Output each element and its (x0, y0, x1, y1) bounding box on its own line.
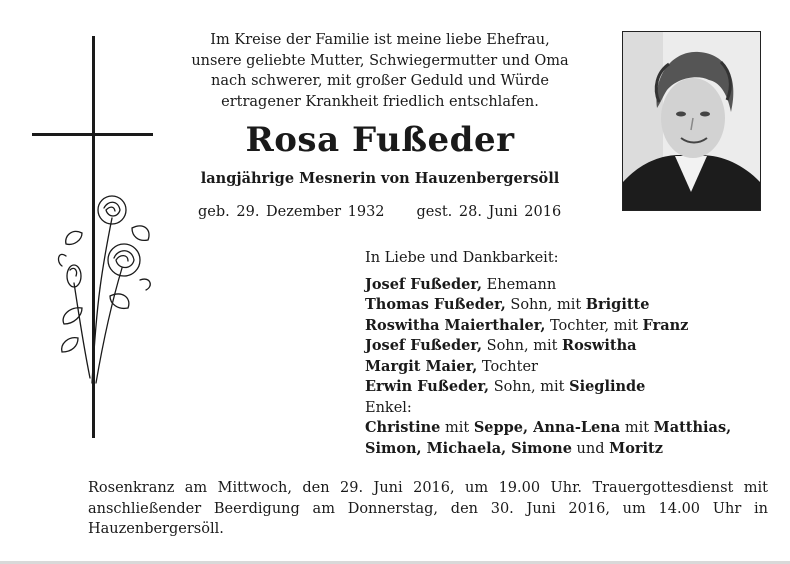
mourner-line (365, 357, 775, 378)
service-info: Rosenkranz am Mittwoch, den 29. Juni 2016, um 19.00 Uhr. Trauergottesdienst mit anschließender Beerdigung am Donnerstag, den 30. Juni 2016, um 14.00 Uhr in Hauzenbergersöll. (88, 480, 768, 537)
mourner-name: Josef Fußeder, (365, 275, 483, 293)
mourner-name: Matthias, (653, 419, 732, 436)
deceased-name: Rosa Fußeder (245, 120, 515, 160)
mourner-name: Christine (365, 419, 441, 436)
mourner-relation: mit (620, 420, 654, 436)
mourner-line (365, 377, 775, 398)
mourner-relation: und (571, 440, 610, 457)
mourner-line (365, 275, 775, 296)
mourner-relation: mit (440, 420, 474, 436)
mourner-name: Margit Maier, (365, 357, 478, 375)
mourners-heading: In Liebe und Dankbarkeit: (365, 250, 559, 266)
mourner-name: Josef Fußeder, (365, 337, 483, 354)
birth-date: geb. 29. Dezember 1932 (198, 204, 385, 220)
mourner-relation: Tochter, mit (545, 317, 643, 334)
mourner-relation: Sohn, mit (489, 379, 570, 395)
mourner-line (365, 439, 775, 460)
intro-line: Im Kreise der Familie ist meine liebe Ehefrau, (210, 32, 550, 48)
cross-bar (32, 133, 153, 136)
intro-text (170, 30, 590, 112)
portrait-photo (622, 31, 761, 211)
mourner-name: Erwin Fußeder, (365, 378, 490, 395)
mourner-relation: Enkel: (365, 399, 412, 416)
mourner-line (365, 316, 775, 337)
death-date: gest. 28. Juni 2016 (416, 204, 562, 220)
deceased-role: langjährige Mesnerin von Hauzenbergersöll (200, 170, 560, 187)
mourner-name: Franz (642, 316, 689, 334)
mourner-line (365, 418, 775, 439)
mourner-relation: Tochter (477, 358, 538, 375)
mourner-line (365, 398, 775, 419)
mourner-name: Seppe, Anna-Lena (473, 419, 621, 436)
intro-line: ertragener Krankheit friedlich entschlafen. (221, 93, 539, 110)
mourner-relation: Ehemann (482, 276, 557, 293)
intro-line: nach schwerer, mit großer Geduld und Würde (211, 73, 549, 89)
intro-line: unsere geliebte Mutter, Schwiegermutter und Oma (191, 52, 569, 69)
mourner-relation: Sohn, mit (482, 338, 563, 354)
mourner-line (365, 336, 775, 357)
mourner-name: Thomas Fußeder, (365, 296, 506, 313)
mourner-name: Roswitha (562, 337, 637, 354)
mourner-lines (365, 275, 775, 460)
mourner-name: Brigitte (585, 296, 650, 313)
mourner-name: Moritz (609, 439, 663, 457)
mourner-name: Sieglinde (569, 378, 646, 395)
rose-bouquet-icon (52, 188, 162, 388)
mourners-list (365, 248, 775, 459)
mourner-name: Roswitha Maierthaler, (365, 316, 546, 334)
life-dates (198, 204, 561, 220)
mourner-name: Simon, Michaela, Simone (365, 439, 572, 457)
mourner-relation: Sohn, mit (505, 297, 586, 313)
mourner-line (365, 295, 775, 316)
